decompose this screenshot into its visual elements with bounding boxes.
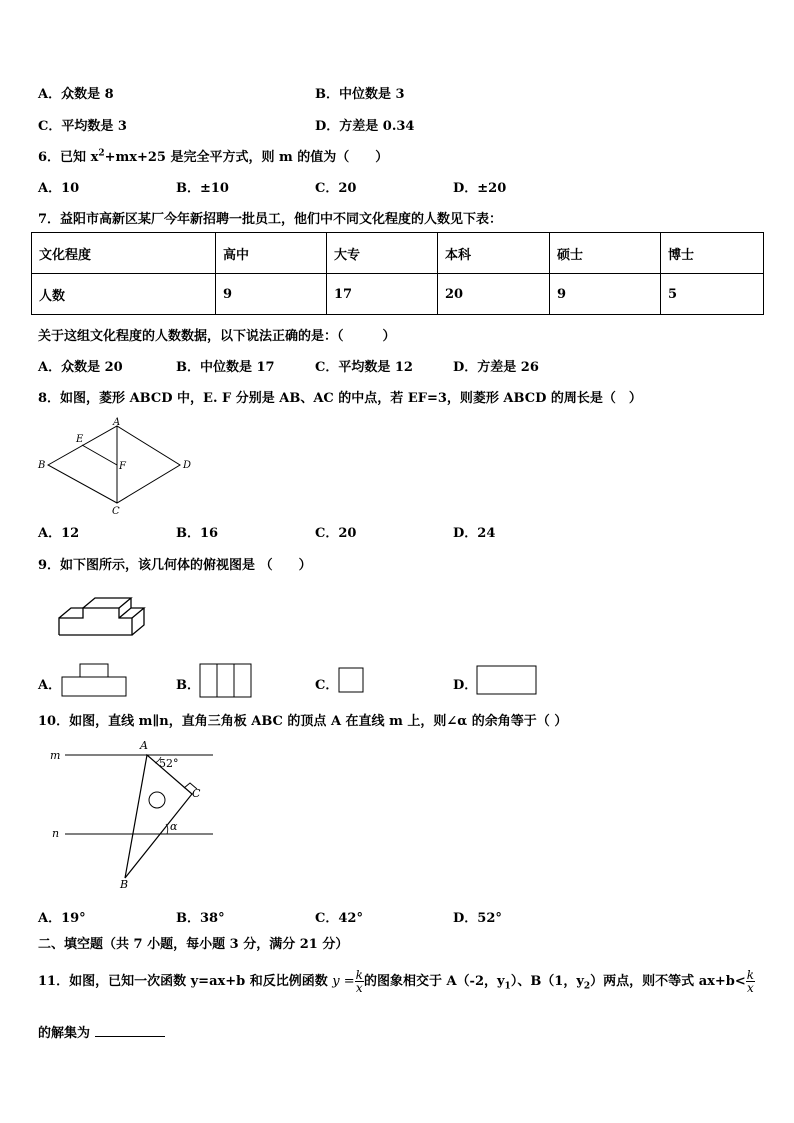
q7-cell: 9 [550, 274, 661, 315]
q10-label-m: m [50, 749, 61, 762]
q9-option-b: B． [176, 678, 200, 693]
q6-option-a: A．10 [38, 181, 80, 196]
q10-label-angle: 52° [159, 757, 179, 770]
q7-question: 关于这组文化程度的人数数据，以下说法正确的是：（ ） [38, 329, 396, 344]
q11-frac2-num: k [746, 968, 755, 982]
q10-label-a: A [140, 739, 148, 752]
q8-label-e: E [76, 434, 84, 445]
q8-option-a: A．12 [38, 526, 80, 541]
q8-label-a: A [113, 417, 121, 428]
q7-cell: 人数 [32, 274, 216, 315]
q6-stem-pre: 6．已知 x [38, 150, 99, 165]
q7-header-cell: 本科 [438, 233, 550, 274]
q10-label-c: C [192, 787, 201, 800]
q7-cell: 20 [438, 274, 550, 315]
q8-label-f: F [119, 461, 126, 472]
q10-stem: 10．如图，直线 m∥n，直角三角板 ABC 的顶点 A 在直线 m 上，则∠α 的余角等于（ ） [38, 714, 568, 729]
q7-header-cell: 大专 [327, 233, 438, 274]
q10-label-alpha: α [170, 820, 178, 833]
q9-option-c: C． [315, 678, 339, 693]
q11-line2 [38, 1022, 165, 1041]
q7-option-a: A．众数是 20 [38, 360, 123, 375]
q7-header-cell: 高中 [216, 233, 327, 274]
q9-stem: 9．如下图所示，该几何体的俯视图是 （ ） [38, 558, 312, 573]
q11-mid2: ）、B（1，y [510, 974, 584, 989]
q11-frac-den: x [355, 981, 363, 995]
q7-header-cell: 博士 [661, 233, 764, 274]
q8-stem: 8．如图，菱形 ABCD 中，E. F 分别是 AB、AC 的中点，若 EF=3，则菱形 ABCD 的周长是（ ） [38, 391, 642, 406]
q11-fraction-2 [746, 969, 755, 994]
q8-rhombus-figure [30, 413, 205, 515]
table-row [32, 233, 764, 274]
q9-solid-figure [55, 590, 160, 640]
q6-option-b: B．±10 [176, 181, 229, 196]
q9-option-a-figure [61, 663, 129, 699]
q5-option-c: C．平均数是 3 [38, 119, 127, 134]
q8-label-b: B [38, 460, 46, 471]
section-heading: 二、填空题（共 7 小题，每小题 3 分，满分 21 分） [38, 937, 349, 952]
q11-answer-blank[interactable] [95, 1024, 165, 1037]
q6-option-d: D．±20 [453, 181, 507, 196]
q7-header-cell: 文化程度 [32, 233, 216, 274]
q5-option-b: B．中位数是 3 [315, 87, 405, 102]
q10-option-c: C．42° [315, 911, 363, 926]
q9-option-a: A． [38, 678, 62, 693]
q7-option-d: D．方差是 26 [453, 360, 539, 375]
q6-stem-sup: 2 [98, 148, 105, 159]
q5-option-a: A．众数是 8 [38, 87, 114, 102]
q8-option-c: C．20 [315, 526, 357, 541]
q7-table [31, 232, 764, 315]
q11-sub2: 2 [583, 981, 591, 992]
table-row [32, 274, 764, 315]
q7-option-b: B．中位数是 17 [176, 360, 275, 375]
q11-frac2-den: x [747, 981, 754, 995]
q7-cell: 9 [216, 274, 327, 315]
q11-mid: 的图象相交于 A（-2，y [363, 974, 505, 989]
q9-option-c-figure [338, 667, 366, 695]
q11-post: ）两点，则不等式 ax+b< [590, 974, 746, 989]
q8-option-b: B．16 [176, 526, 219, 541]
q8-label-d: D [183, 460, 192, 471]
q6-stem [38, 146, 388, 165]
q9-option-d: D． [453, 678, 478, 693]
q7-option-c: C．平均数是 12 [315, 360, 413, 375]
q9-option-d-figure [476, 665, 540, 697]
q10-option-b: B．38° [176, 911, 225, 926]
q11-fraction [355, 969, 364, 994]
q7-header-cell: 硕士 [550, 233, 661, 274]
q11-frac-num: k [355, 968, 363, 982]
q7-cell: 5 [661, 274, 764, 315]
q8-option-d: D．24 [453, 526, 496, 541]
q7-stem: 7．益阳市高新区某厂今年新招聘一批员工，他们中不同文化程度的人数见下表： [38, 212, 503, 227]
q11-stem [38, 964, 755, 1000]
q10-option-a: A．19° [38, 911, 86, 926]
q11-y-eq: y = [332, 974, 355, 989]
q6-stem-post: +mx+25 是完全平方式，则 m 的值为（ ） [104, 150, 389, 165]
q9-option-b-figure [199, 663, 255, 699]
q5-option-d: D．方差是 0.34 [315, 119, 415, 134]
q7-cell: 17 [327, 274, 438, 315]
q11-line2-text: 的解集为 [38, 1026, 91, 1041]
q11-pre: 11．如图，已知一次函数 y=ax+b 和反比例函数 [38, 974, 328, 989]
q10-label-b: B [120, 878, 129, 891]
q10-option-d: D．52° [453, 911, 502, 926]
q11-sub1: 1 [504, 981, 511, 992]
q10-label-n: n [52, 827, 60, 840]
q8-label-c: C [112, 506, 120, 515]
q10-triangle-figure [45, 736, 220, 896]
q6-option-c: C．20 [315, 181, 357, 196]
